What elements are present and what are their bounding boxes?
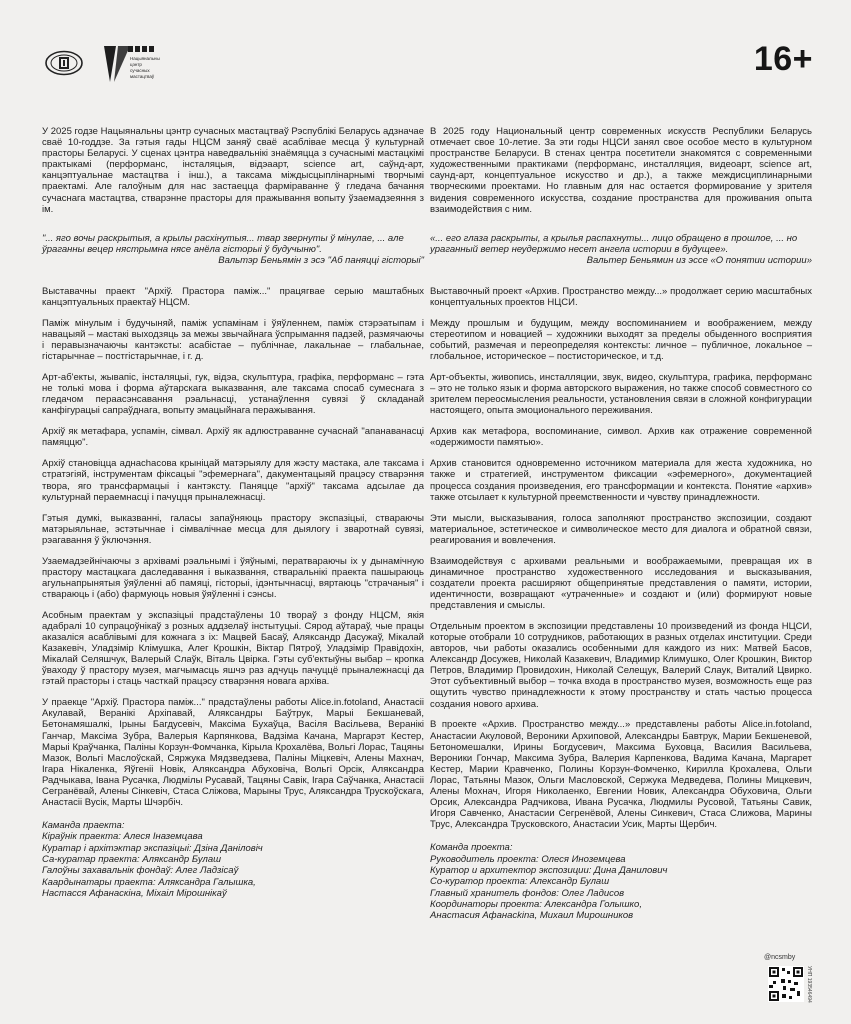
paragraph: Архив как метафора, воспоминание, символ. Архив как отражение современной «одержимости памятью».	[430, 426, 812, 449]
team-member: Са-куратар праекта: Аляксандр Булаш	[42, 854, 221, 866]
team-member: Со-куратор проекта: Александр Булаш	[430, 876, 610, 888]
qr-code[interactable]	[768, 966, 804, 1002]
paragraph: Взаимодействуя с архивами реальными и воображаемыми, превращая их в динамичное пространство художественного исследования и высказывания, создатели проекта расширяют общепринятые представления о памяти, истории, идентичности, возвращают «утраченные» и создают и (или) формируют новые представления и смыслы.	[430, 555, 812, 611]
project-team	[42, 820, 424, 899]
intro-paragraph: У 2025 годзе Нацыянальны цэнтр сучасных мастацтваў Рэспублікі Беларусь адзначае сваё 10-годдзе. За гэтыя гады НЦСМ заняў сваё асаблівае месца ў культурнай прасторы Беларусі. У сценах цэнтра наведвальнікі знаёмяцца з сучаснымі мастацкімі практыкамі (перформанс, інсталяцыя, відэаарт, science art, саўнд-арт, канцэптуальнае мастацтва і інш.), а таксама міждысцыплінарнымі творчымі праектамі. Але галоўным для нас застаецца фарміраванне ў гледача бачання сучаснага мастацтва, стварэнне прасторы для пражывання вопыту ўзаемадзеяння з ім.	[42, 126, 424, 215]
team-title: Команда проекта:	[430, 842, 513, 854]
paragraph: Эти мысли, высказывания, голоса заполняют пространство экспозиции, создают материальное, эстетическое и символическое место для диалога и обратной связи, реагирования и вовлечения.	[430, 512, 812, 546]
paragraph: Между прошлым и будущим, между воспоминанием и воображением, между стереотипом и новацией – художники выходят за пределы обыденного восприятия событий, размечая и переопределяя контексты: личное – публичное, локальное – глобальное, историческое – постисторическое, и т.д.	[430, 318, 812, 363]
vertical-registration-text: УНП 193546494	[806, 966, 812, 1003]
team-member: Главный хранитель фондов: Олег Ладисов	[430, 887, 625, 899]
paragraph: Асобным праектам у экспазіцыі прадстаўлены 10 твораў з фонду НЦСМ, якія адабралі 10 супрацоўнікаў з розных аддзелаў інстытуцыі. Сярод аўтараў, чые працы аказаліся асаблівымі для кожнага з іх: Мацвей Басаў, Аляксандр Дасужаў, Мікалай Казакевіч, Уладзімір Клімушка, Алег Крошкін, Віктар Пятроў, Уладзімір Правідохін, Мікалай Селяшчук, Валерый Слаўк, Віталь Цвірка. Гэты суб'ектыўны выбар – кропка ўваходу ў прастору музея, магчымасць яшчэ раз адчуць пачуццё прыналежнасці да гэтай прасторы і стаць часткай працэсу стварэння новага архіва.	[42, 609, 424, 688]
benjamin-quote	[430, 233, 812, 266]
logo-text-line-2: цэнтр	[130, 62, 142, 67]
paragraph: Архіў як метафара, успамін, сімвал. Архіў як адлюстраванне сучаснай "апанаванасці памяццю".	[42, 426, 424, 449]
team-member: Анастасия Афанасkina, Михаил Мирошников	[430, 910, 634, 922]
belarusian-column	[42, 126, 424, 899]
quote-text: «... его глаза раскрыты, а крылья распахнуты... лицо обращено в прошлое, ... но ураганный ветер неудержимо несет ангела истории в будущее».	[430, 232, 798, 255]
paragraph: Выставачны праект "Архіў. Прастора паміж..." працягвае серыю маштабных канцэптуальных праектаў НЦСМ.	[42, 286, 424, 309]
artists-paragraph: У праекце "Архіў. Прастора паміж..." прадстаўлены работы Alice.in.fotoland, Анастасіі Акулавай, Веранікі Архіпавай, Аляксандры Баўтрук, Марыі Бекшаневай, Бетонамяшалкі, Ірыны Багдусевіч, Максіма Бухаўца, Васіля Васільева, Веранікі Ганчар, Максіма Зубра, Валерыя Карпянкова, Вадзіма Качана, Маргарэт Кестер, Марыі Краўчанка, Паліны Корзун-Фомчанка, Кірыла Крохалёва, Вольгі Лорас, Тацяны Мазок, Вольгі Маслоўскай, Сяржука Мядзведзева, Паліны Міцкевіч, Алены Махнач, Ігара Нікаленка, Яўгеніі Новік, Аляксандра Абуховіча, Вольгі Орсік, Аляксандра Радчыкава, Івана Русачка, Людмілы Русавай, Тацяны Савік, Ігара Саўчанка, Анастасіі Сегранёвай, Алены Сінкевіч, Стаса Сліжова, Марыны Трус, Аляксандра Трускоўскага, Анастасіі Вусік, Марты Шчэрбіч.	[42, 697, 424, 809]
team-member: Каардынатары праекта: Аляксандра Галышка,	[42, 876, 256, 888]
paragraph: Архив становится одновременно источником материала для жеста художника, но также и стратегией, инструментом фиксации «эфемерного», документацией процесса создания произведения, его трансформации и контекста. Понятие «архив» также отсылает к культурной преемственности и чувству принадлежности.	[430, 458, 812, 503]
poster-header	[0, 0, 851, 110]
intro-paragraph: В 2025 году Национальный центр современных искусств Республики Беларусь отмечает свое 10-летие. За эти годы НЦСИ занял свое особое место в культурном пространстве Беларуси. В стенах центра посетители знакомятся с современными художественными практиками (перформанс, инсталляция, видеоарт, science art, саунд-арт, концептуальное искусство и др.), а также междисциплинарными творческими проектами. Но главным для нас остается формирование у зрителя видения современного искусства, создание пространства для проживания опыта взаимодействия с ним.	[430, 126, 812, 215]
artists-paragraph: В проекте «Архив. Пространство между...» представлены работы Alice.in.fotoland, Анастасии Акуловой, Вероники Архиповой, Александры Бавтрук, Марии Бекшеневой, Бетономешалки, Ирины Богдусевич, Максима Буховца, Василия Васильева, Вероники Гончар, Максима Зубра, Валерия Карпенкова, Вадима Качана, Маргарет Кестер, Марии Кравченко, Полины Корзун-Фомченко, Кирилла Крохалева, Ольги Лорас, Татьяны Мазок, Ольги Масловской, Сержука Медведева, Полины Мицкевич, Алены Мохнач, Игоря Николаенко, Евгении Новик, Александра Обуховича, Ольги Орсик, Александра Радчикова, Ивана Русачка, Людмилы Русовой, Татьяны Савик, Игоря Савченко, Анастасии Сегренёвой, Алены Синкевич, Стаса Слижова, Марины Трус, Александра Трусковского, Анастасии Усик, Марты Щербич.	[430, 719, 812, 831]
team-member: Руководитель проекта: Олеся Иноземцева	[430, 853, 626, 865]
paragraph: Узаемадзейнічаючы з архівамі рэальнымі і ўяўнымі, ператвараючы іх у дынамічную прастору мастацкага даследавання і выказвання, стваральнікі праекта пашыраюць агульнапрынятыя ўяўленні аб памяці, гісторыі, ідэнтычнасці, вяртаюць "страчаныя" і ствараюць і (або) фармуюць новыя ўяўленні і сэнсы.	[42, 555, 424, 600]
logo-text-line-1: Нацыянальны	[130, 56, 160, 61]
team-member: Куратор и архитектор экспозиции: Дина Данилович	[430, 864, 668, 876]
paragraph: Гэтыя думкі, выказванні, галасы запаўняюць прастору экспазіцыі, ствараючы матэрыяльнае, эстэтычнае і сімвалічнае месца для дыялогу і зваротнай сувязі, рэагавання ў ўключэння.	[42, 512, 424, 546]
age-rating: 16+	[753, 40, 813, 78]
logo-text-line-3: сучасных	[130, 68, 150, 73]
paragraph: Выставочный проект «Архив. Пространство между...» продолжает серию масштабных концептуальных проектов НЦСИ.	[430, 286, 812, 309]
paragraph: Архіў становіцца аднachасова крыніцай матэрыялу для жэсту мастака, але таксама і стратэгіяй, інструментам фіксацыі "эфемернага", дакументацыяй працэсу стварэння твора, яго трансфармацыі і кантэксту. Паняцце "архіў" таксама адсылае да культурнай пераемнасці і пачуцця прыналежнасці.	[42, 458, 424, 503]
paragraph: Паміж мінулым і будучыняй, паміж успамінам і ўяўленнем, паміж стэрэатыпам і навацыяй – мастакі выходзяць за межы звычайнага ўспрымання падзей, размячаючы і перавызначаючы кантэксты: асабістае – публічнае, лакальнае – глабальнае, гістарычнае – постгістарычнае, і г. д.	[42, 318, 424, 363]
team-member: Настасся Афанаскіна, Міхаіл Мірошнікаў	[42, 887, 227, 899]
quote-author: Вальтер Беньямин из эссе «О понятии истории»	[586, 254, 812, 266]
quote-text: "... яго вочы раскрытыя, а крылы расхінутыя... твар звернуты ў мінулае, ... але ўраганны вецер нястрымна нясе анёла гісторыі ў будучыню".	[42, 232, 404, 255]
russian-column	[430, 126, 812, 921]
project-team	[430, 842, 812, 921]
benjamin-quote	[42, 233, 424, 266]
team-title: Каманда праекта:	[42, 820, 125, 832]
logo-text-line-4: мастацтваў	[130, 74, 155, 79]
paragraph: Отдельным проектом в экспозиции представлены 10 произведений из фонда НЦСИ, которые отобрали 10 сотрудников, работающих в разных отделах институции. Среди авторов, чьи работы оказались особенными для каждого из них: Матвей Басов, Александр Досужев, Николай Казакевич, Владимир Климушко, Олег Крошкин, Виктор Петров, Владимир Провидохин, Николай Селещук, Валерий Слаук, Виталий Цвирко. Этот субъективный выбор – точка входа в пространство музея, возможность еще раз ощутить чувство принадлежности к этому пространству и стать частью процесса создания нового архива.	[430, 620, 812, 710]
team-member: Куратар і архітэктар экспазіцыі: Дзіна Даніловіч	[42, 842, 263, 854]
team-member: Галоўны захавальнік фондаў: Алег Ладзісаў	[42, 865, 239, 877]
instagram-handle: @ncsmby	[764, 954, 796, 961]
ncsm-logo	[100, 42, 160, 88]
paragraph: Арт-объекты, живопись, инсталляции, звук, видео, скульптура, графика, перформанс – это не только язык и форма авторского выражения, но также способ совместного со зрителем переосмысления реальности, установления связи в сложной конфигурации настоящего, опыта эмоционального переживания.	[430, 372, 812, 417]
state-emblem-logo	[44, 50, 84, 76]
quote-author: Вальтэр Беньямін з эсэ "Аб паняцці гісторыі"	[218, 254, 424, 266]
team-member: Кіраўнік праекта: Алеся Іназемцава	[42, 831, 203, 843]
team-member: Координаторы проекта: Александра Голышко,	[430, 898, 642, 910]
paragraph: Арт-аб'екты, жывапіс, інсталяцыі, гук, відэа, скульптура, графіка, перформанс – гэта не толькі мова і форма аўтарскага выказвання, але таксама спосаб сумеснага з гледачом пераасэнсавання рэальнасці, устанаўлення сувязі ў складанай канфігурацыі сапраўднага, вопыту эмацыйнага перажывання.	[42, 372, 424, 417]
